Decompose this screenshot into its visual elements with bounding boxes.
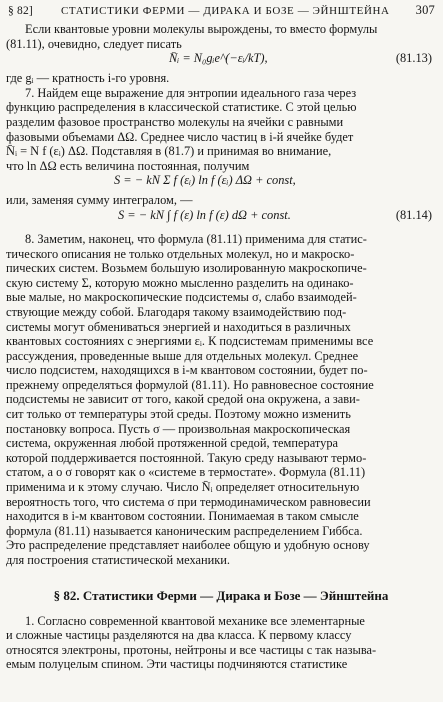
text-line: относятся электроны, протоны, нейтроны и все частицы с так называ- bbox=[6, 642, 377, 657]
equation-expression: S = − kN ∫ f (ε) ln f (ε) dΩ + const. bbox=[118, 207, 291, 222]
text-line: Это распределение представляет наиболее общую и удобную основу bbox=[6, 538, 370, 553]
text-line: система, окруженная любой протяженной средой, температура bbox=[6, 436, 339, 451]
text-line: которой поддерживается постоянной. Такую среду называют термо- bbox=[6, 450, 367, 465]
equation-number: (81.13) bbox=[395, 51, 432, 66]
text-line: скую систему Σ, которую можно мысленно разделить на одинако- bbox=[6, 275, 354, 290]
text-line: постановку вопроса. Пусть σ — произвольная макроскопическая bbox=[6, 421, 351, 436]
text-line: тического описания не только отдельных молекул, но и макроско- bbox=[6, 246, 355, 261]
equation-number: (81.14) bbox=[395, 207, 432, 222]
text-line: применима и к этому случаю. Число N̄ᵢ определяет относительную bbox=[6, 480, 360, 495]
header-title: СТАТИСТИКИ ФЕРМИ — ДИРАКА И БОЗЕ — ЭЙНШТЕЙНА bbox=[61, 5, 390, 17]
text-line: вероятность того, что система σ при термодинамическом равновесии bbox=[6, 494, 371, 509]
text-line: квантовых состояниях с энергиями εᵢ. К подсистемам применимы все bbox=[6, 334, 374, 349]
text-line: рассуждения, проведенные выше для отдельных молекул. Среднее bbox=[6, 348, 359, 363]
text-line: для построения статистической механики. bbox=[6, 553, 230, 567]
text-line: 1. Согласно современной квантовой механике все элементарные bbox=[25, 613, 365, 628]
text-line: или, заменяя сумму интегралом, — bbox=[6, 193, 193, 208]
text-line: емым полуцелым спином. Эти частицы подчиняются статистике bbox=[6, 657, 348, 672]
text-line: число подсистем, находящихся в i-м квантовом состоянии, будет по- bbox=[6, 363, 368, 378]
running-header bbox=[6, 3, 439, 19]
equation-81-14 bbox=[6, 208, 436, 228]
text-line: находится в i-м квантовом состоянии. Понимаемая в таком смысле bbox=[6, 509, 359, 524]
header-section-ref: § 82] bbox=[8, 5, 33, 17]
text-line: разделим фазовое пространство молекулы на ячейки с равными bbox=[6, 114, 344, 129]
text-line: подсистемы не зависит от того, какой средой она окружена, а зави- bbox=[6, 392, 360, 407]
text-line: ствующие между собой. Благодаря такому взаимодействию под- bbox=[6, 304, 347, 319]
equation-expression: N̄ᵢ = N₀gᵢe^(−εᵢ/kT), bbox=[169, 51, 268, 66]
text-line: сит только от температуры этой среды. Поэтому можно изменить bbox=[6, 407, 351, 422]
text-line: системы могут обмениваться энергией и находиться в различных bbox=[6, 319, 351, 334]
equation-81-13 bbox=[6, 51, 436, 71]
text-line: что ln ΔΩ есть величина постоянная, получим bbox=[6, 158, 250, 173]
text-line: формула (81.11) называется каноническим распределением Гиббса. bbox=[6, 523, 363, 538]
equation-entropy-sum bbox=[6, 173, 436, 193]
text-line: 8. Заметим, наконец, что формула (81.11) применима для статис- bbox=[25, 231, 367, 246]
text-line: и сложные частицы разделяются на два класса. К первому классу bbox=[6, 628, 352, 643]
text-line: прежнему определяться формулой (81.11). Но равновесное состояние bbox=[6, 377, 374, 392]
text-line: где gᵢ — кратность i-го уровня. bbox=[6, 71, 170, 86]
text-line: пических систем. Возьмем большую изолированную макроскопиче- bbox=[6, 261, 367, 276]
text-line: вые малые, но макроскопические подсистемы σ, слабо взаимодей- bbox=[6, 290, 357, 305]
text-line: Если квантовые уровни молекулы вырождены, то вместо формулы bbox=[25, 22, 378, 36]
text-line: 7. Найдем еще выражение для энтропии идеального газа через bbox=[25, 85, 357, 100]
text-line: функцию распределения в классической статистике. С этой целью bbox=[6, 100, 357, 115]
text-line: N̄ᵢ = N f (εᵢ) ΔΩ. Подставляя в (81.7) и принимая во внимание, bbox=[6, 144, 332, 159]
equation-expression: S = − kN Σ f (εᵢ) ln f (εᵢ) ΔΩ + const, bbox=[114, 173, 296, 188]
page-body bbox=[6, 22, 436, 672]
section-heading: § 82. Статистики Ферми — Дирака и Бозе — Эйнштейна bbox=[53, 587, 389, 603]
text-line: фазовыми объемами ΔΩ. Среднее число частиц в i-й ячейке будет bbox=[6, 129, 354, 144]
text-line: (81.11), очевидно, следует писать bbox=[6, 36, 182, 51]
text-line: статом, а о σ говорят как о «системе в термостате». Формула (81.11) bbox=[6, 465, 366, 480]
page-number: 307 bbox=[415, 3, 435, 17]
